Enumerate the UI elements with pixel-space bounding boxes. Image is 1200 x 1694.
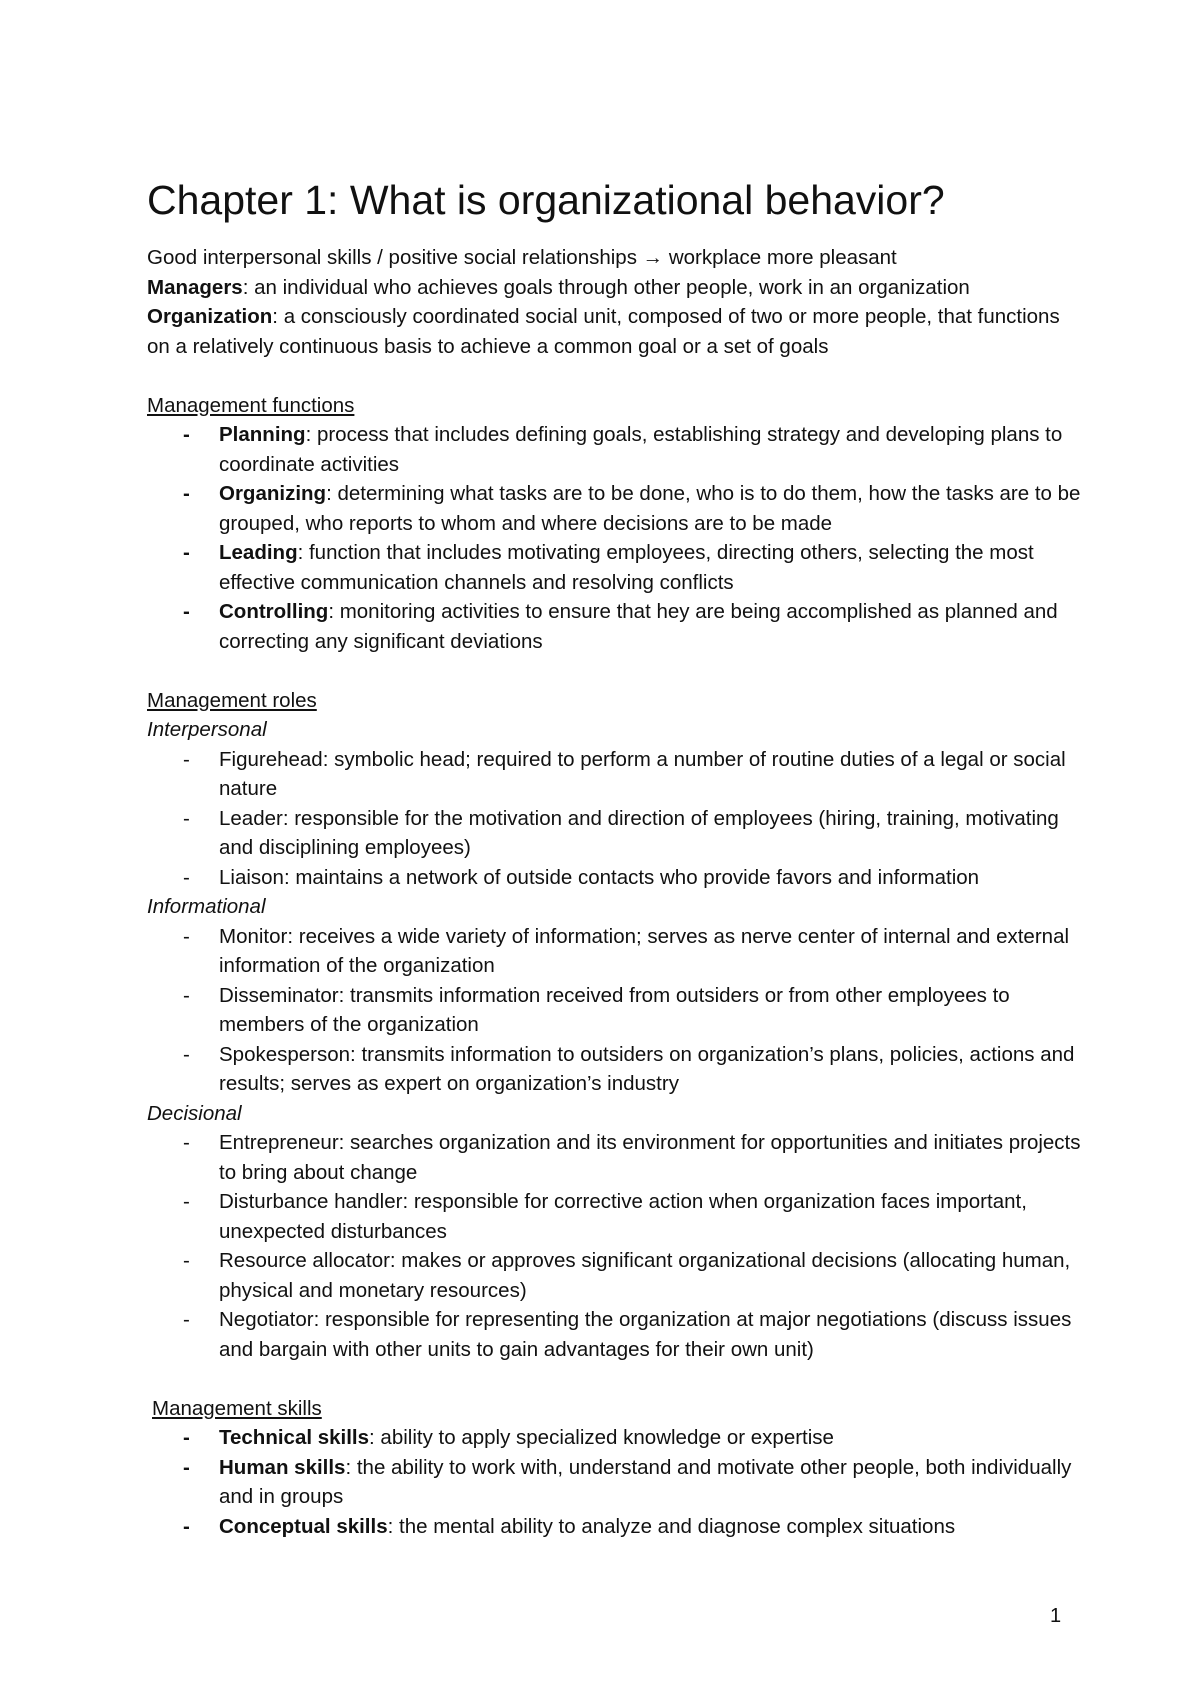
list-item (147, 1128, 1087, 1187)
item-text: : monitoring activities to ensure that hey are being accomplished as planned and correcting any significant deviations (219, 600, 1058, 653)
item-text: Leader: responsible for the motivation and direction of employees (hiring, training, motivating and disciplining employees) (219, 806, 1059, 860)
item-term: Leading (219, 541, 298, 565)
item-term: Conceptual skills (219, 1514, 388, 1538)
decisional-label: Decisional (147, 1101, 242, 1125)
document-page (147, 176, 1087, 1541)
list-item (147, 1040, 1087, 1099)
item-text: : function that includes motivating employees, directing others, selecting the most effective communication channels and resolving conflicts (219, 541, 1034, 594)
bullet-dash: - (183, 806, 190, 830)
bullet-dash: - (183, 423, 190, 447)
item-text: : the mental ability to analyze and diagnose complex situations (387, 1514, 956, 1538)
list-item (147, 1512, 1087, 1542)
list-item (147, 1453, 1087, 1512)
skills-heading: Management skills (152, 1396, 322, 1420)
item-text: Spokesperson: transmits information to outsiders on organization’s plans, policies, actions and results; serves as expert on organization’s industry (219, 1042, 1075, 1096)
page-number: 1 (1050, 1605, 1062, 1627)
item-text: : the ability to work with, understand and motivate other people, both individually and in groups (219, 1455, 1072, 1509)
decisional-list (147, 1128, 1087, 1364)
item-text: Resource allocator: makes or approves significant organizational decisions (allocating human, physical and monetary resources) (219, 1249, 1071, 1302)
list-item (147, 1423, 1087, 1453)
list-item (147, 745, 1087, 804)
bullet-dash: - (183, 924, 190, 948)
managers-definition (147, 273, 1087, 303)
bullet-dash: - (183, 983, 190, 1007)
item-text: Negotiator: responsible for representing the organization at major negotiations (discuss issues and bargain with other units to gain advantages for their own unit) (219, 1308, 1072, 1361)
item-text: Monitor: receives a wide variety of information; serves as nerve center of internal and external information of the organization (219, 924, 1070, 978)
bullet-dash: - (183, 1249, 190, 1273)
item-text: Entrepreneur: searches organization and its environment for opportunities and initiates projects to bring about change (219, 1131, 1081, 1184)
item-text: : determining what tasks are to be done, who is to do them, how the tasks are to be grouped, who reports to whom and where decisions are to be made (219, 482, 1081, 535)
item-term: Technical skills (219, 1426, 370, 1450)
bullet-dash: - (183, 600, 190, 624)
bullet-dash: - (183, 1455, 190, 1479)
item-text: : ability to apply specialized knowledge or expertise (369, 1426, 834, 1450)
managers-term: Managers (147, 275, 243, 299)
informational-label: Informational (147, 895, 266, 919)
organization-def: : a consciously coordinated social unit, composed of two or more people, that functions on a relatively continuous basis to achieve a common goal or a set of goals (147, 305, 1060, 358)
bullet-dash: - (183, 1308, 190, 1332)
list-item (147, 863, 1087, 893)
list-item (147, 420, 1087, 479)
list-item (147, 981, 1087, 1040)
list-item (147, 538, 1087, 597)
list-item (147, 1246, 1087, 1305)
bullet-dash: - (183, 865, 190, 889)
intro-line: Good interpersonal skills / positive social relationships → workplace more pleasant (147, 246, 897, 270)
interpersonal-list (147, 745, 1087, 893)
list-item (147, 597, 1087, 656)
bullet-dash: - (183, 747, 190, 771)
bullet-dash: - (183, 541, 190, 565)
bullet-dash: - (183, 1190, 190, 1214)
list-item (147, 922, 1087, 981)
list-item (147, 1187, 1087, 1246)
list-item (147, 1305, 1087, 1364)
item-text: Disseminator: transmits information received from outsiders or from other employees to members of the organization (219, 983, 1010, 1037)
managers-def: : an individual who achieves goals through other people, work in an organization (242, 275, 970, 299)
bullet-dash: - (183, 1426, 190, 1450)
item-term: Organizing (219, 482, 327, 506)
functions-heading: Management functions (147, 393, 355, 417)
functions-list (147, 420, 1087, 656)
bullet-dash: - (183, 1042, 190, 1066)
list-item (147, 479, 1087, 538)
item-text: Liaison: maintains a network of outside contacts who provide favors and information (219, 865, 980, 889)
item-term: Human skills (219, 1455, 346, 1479)
skills-list (147, 1423, 1087, 1541)
bullet-dash: - (183, 1514, 190, 1538)
item-text: : process that includes defining goals, establishing strategy and developing plans to coordinate activities (219, 423, 1063, 476)
informational-list (147, 922, 1087, 1099)
bullet-dash: - (183, 482, 190, 506)
interpersonal-label: Interpersonal (147, 718, 267, 742)
item-term: Controlling (219, 600, 329, 624)
list-item (147, 804, 1087, 863)
page-title: Chapter 1: What is organizational behavior? (147, 177, 945, 223)
bullet-dash: - (183, 1131, 190, 1155)
item-text: Disturbance handler: responsible for corrective action when organization faces important, unexpected disturbances (219, 1190, 1027, 1243)
item-term: Planning (219, 423, 306, 447)
organization-term: Organization (147, 305, 273, 329)
item-text: Figurehead: symbolic head; required to perform a number of routine duties of a legal or social nature (219, 747, 1066, 801)
organization-definition (147, 302, 1087, 361)
roles-heading: Management roles (147, 688, 317, 712)
